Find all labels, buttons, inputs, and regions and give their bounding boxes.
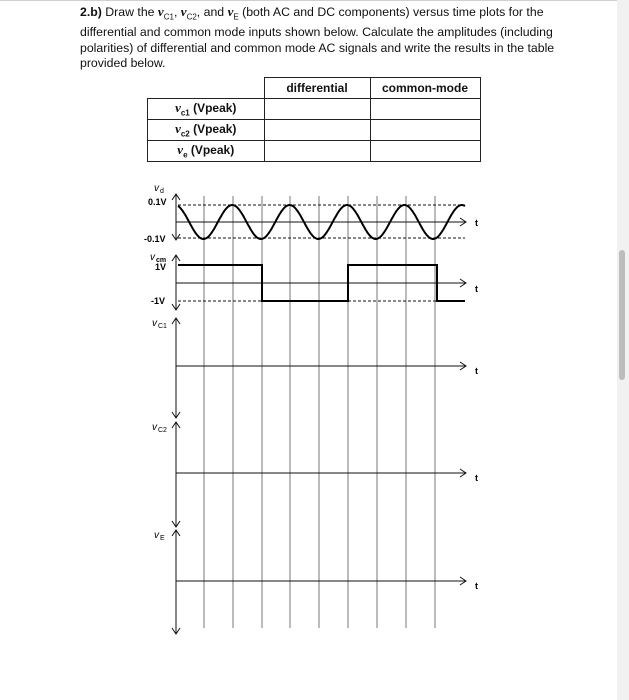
row-label-ve: $v_e$ (Vpeak)	[148, 141, 265, 162]
row-label-vc1: $v_{c1}$ (Vpeak)	[148, 99, 265, 120]
ve-t-label: t	[475, 581, 478, 591]
row-label-vc2: $v_{c2}$ (Vpeak)	[148, 120, 265, 141]
vd-t-label: t	[475, 218, 478, 228]
question-text: 2.b) Draw the $v_{C1}$, $v_{C2}$, and $v_E$ (both AC and DC components) versus time plots for the differential and common mode inputs shown below. Calculate the amplitudes (including polarities) of differential and common mode AC signals and write the results in the table provided below.	[80, 4, 555, 71]
vcm-t-label: t	[475, 284, 478, 294]
header-common-mode: common-mode	[370, 78, 480, 99]
vcm-plot	[150, 252, 478, 310]
vc1-axis-sub: C1	[158, 323, 167, 330]
vd-top-label: 0.1V	[148, 197, 167, 207]
vc2-axis-var: v	[152, 422, 157, 433]
vd-bottom-label: -0.1V	[144, 234, 166, 244]
vcm-top-label: 1V	[155, 262, 167, 272]
vc1-plot	[152, 318, 478, 418]
vc2-plot	[152, 422, 478, 527]
vd-axis-sub: d	[160, 188, 164, 195]
ve-axis-var: v	[154, 530, 159, 541]
vd-axis-var: v	[154, 183, 159, 194]
vertical-gridlines	[204, 196, 435, 628]
vc1-axis-var: v	[152, 318, 157, 329]
header-differential: differential	[264, 78, 370, 99]
vd-plot	[144, 183, 478, 244]
vc1-t-label: t	[475, 366, 478, 376]
vc2-axis-sub: C2	[158, 427, 167, 434]
vcm-axis-var: v	[150, 252, 155, 263]
vcm-axis-sub: cm	[156, 257, 167, 264]
question-number: 2.b)	[80, 5, 102, 19]
ve-plot	[154, 530, 478, 634]
vcm-bottom-label: -1V	[151, 296, 166, 306]
ve-axis-sub: E	[160, 535, 165, 542]
vc2-t-label: t	[475, 473, 478, 483]
